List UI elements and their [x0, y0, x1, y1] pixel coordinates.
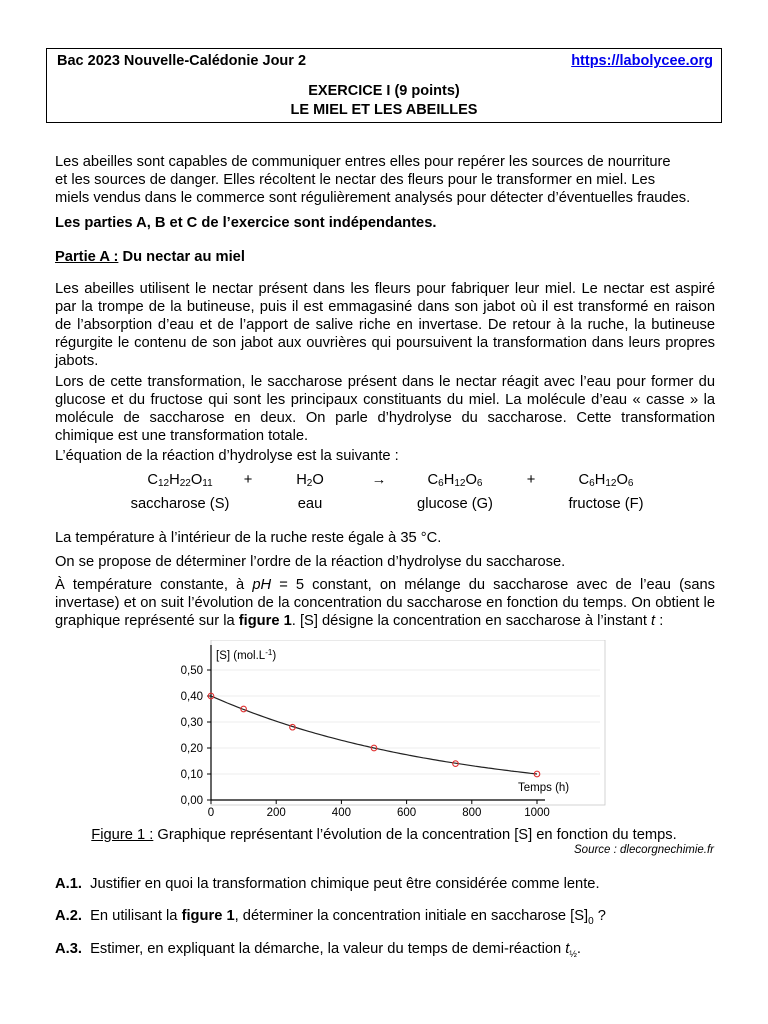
text: = 5 constant, on mélange du saccharose avec de l’eau (sans invertase) et on suit l’évolution de la concentration du saccharose en fonction du temps. On obtient le graphique représenté sur la [55, 577, 715, 630]
text: . [S] désigne la concentration en saccharose à l’instant [291, 613, 652, 630]
figure-caption [0, 827, 768, 843]
part-a-title: Du nectar au miel [118, 249, 245, 265]
figure-reference: figure 1 [238, 613, 292, 630]
question-a2 [55, 908, 735, 927]
header-box [46, 48, 722, 123]
x-tick-label: 600 [397, 807, 417, 819]
name-glucose: glucose (G) [417, 496, 493, 512]
concentration-chart [160, 640, 620, 830]
formula-fructose: $C_6H_{12}O_6$ [578, 472, 634, 489]
intro-line: miels vendus dans le commerce sont régulièrement analysés pour détecter d’éventuelles fraudes. [55, 190, 691, 207]
text: : [655, 613, 664, 630]
subscript: ½ [569, 948, 577, 959]
exercise-title: LE MIEL ET LES ABEILLES [290, 102, 478, 118]
intro-line: Les abeilles sont capables de communiquer entres elles pour repérer les sources de nourriture [55, 154, 671, 170]
name-fructose: fructose (F) [568, 496, 644, 512]
order-sentence: On se propose de déterminer l’ordre de la réaction d’hydrolyse du saccharose. [55, 554, 566, 570]
y-tick-label: 0,30 [180, 717, 203, 729]
x-tick-label: 1000 [524, 807, 550, 819]
figure-source: Source : dlecorgnechimie.fr [574, 844, 714, 856]
plot-frame [211, 640, 605, 805]
question-a3 [55, 941, 735, 959]
subscript: 0 [588, 915, 594, 927]
formula-sucrose: $C_{12}H_{22}O_{11}$ [147, 472, 213, 489]
part-a-label: Partie A : [55, 249, 119, 265]
experiment-paragraph [55, 576, 715, 630]
y-tick-label: 0,10 [180, 769, 203, 781]
x-tick-label: 400 [331, 807, 351, 819]
figure-reference: figure 1 [181, 908, 235, 924]
plus-sign: + [243, 472, 253, 488]
t-symbol: t [651, 613, 656, 630]
part-a-heading [55, 248, 715, 266]
plus-sign: + [526, 472, 536, 488]
equation-intro: L’équation de la réaction d’hydrolyse est la suivante : [55, 448, 399, 464]
t-symbol: t [565, 941, 570, 957]
text: À température constante, à [55, 577, 253, 593]
y-tick-label: 0,50 [180, 665, 203, 677]
question-label: A.2. [55, 908, 82, 924]
y-tick-label: 0,00 [180, 795, 203, 807]
question-text: Justifier en quoi la transformation chimique peut être considérée comme lente. [90, 876, 600, 892]
exercise-number: EXERCICE I (9 points) [308, 83, 460, 99]
figure-caption-text: Graphique représentant l’évolution de la concentration [S] en fonction du temps. [153, 827, 677, 843]
y-axis-label: [S] $(mol.L^{-1})$ [216, 647, 277, 662]
question-label: A.3. [55, 941, 82, 957]
question-text: Estimer, en expliquant la démarche, la valeur du temps de demi-réaction [90, 941, 566, 957]
intro-paragraph [55, 153, 715, 207]
name-water: eau [297, 496, 323, 512]
question-label: A.1. [55, 876, 82, 892]
x-tick-label: 0 [207, 807, 215, 819]
question-a1 [55, 876, 735, 892]
question-text: En utilisant la [90, 908, 182, 924]
intro-line: et les sources de danger. Elles récoltent le nectar des fleurs pour le transformer en miel. Les [55, 172, 656, 189]
temperature-sentence: La température à l’intérieur de la ruche reste égale à 35 °C. [55, 530, 442, 546]
question-text: , déterminer la concentration initiale en saccharose [S] [234, 908, 589, 924]
parts-note: Les parties A, B et C de l’exercice sont indépendantes. [55, 215, 437, 231]
x-tick-label: 800 [462, 807, 482, 819]
y-tick-label: 0,20 [180, 743, 203, 755]
question-text: . [576, 941, 581, 957]
formula-water: $H_2O$ [296, 472, 324, 489]
formula-glucose: $C_6H_{12}O_6$ [427, 472, 483, 489]
reaction-arrow: → [371, 472, 387, 488]
name-sucrose: saccharose (S) [130, 496, 230, 512]
ph-symbol: pH [252, 577, 272, 593]
part-a-paragraph-1: Les abeilles utilisent le nectar présent dans les fleurs pour fabriquer leur miel. Le nectar est aspiré par la trompe de la butineuse, puis il est emmagasiné dans son jabot où il est transformé en raison de l’absorption d’eau et de l’apport de salive riche en invertase. De retour à la ruche, la butineuse régurgite le contenu de son jabot aux ouvrières qui poursuivent la transformation dans leurs propres jabots. [55, 281, 715, 370]
question-text: ? [593, 908, 606, 924]
y-tick-label: 0,40 [180, 691, 203, 703]
x-axis-label: Temps (h) [518, 782, 570, 794]
figure-label: Figure 1 : [91, 827, 154, 843]
exam-session: Bac 2023 Nouvelle-Calédonie Jour 2 [57, 53, 307, 69]
part-a-paragraph-2: Lors de cette transformation, le saccharose présent dans le nectar réagit avec l’eau pour former du glucose et du fructose qui sont les principaux constituants du miel. La molécule d’eau « casse » la molécule de saccharose en deux. On parle d’hydrolyse du saccharose. Cette transformation chimique est une transformation totale. [55, 374, 715, 445]
x-tick-label: 200 [266, 807, 286, 819]
source-link[interactable]: https://labolycee.org [571, 53, 713, 69]
